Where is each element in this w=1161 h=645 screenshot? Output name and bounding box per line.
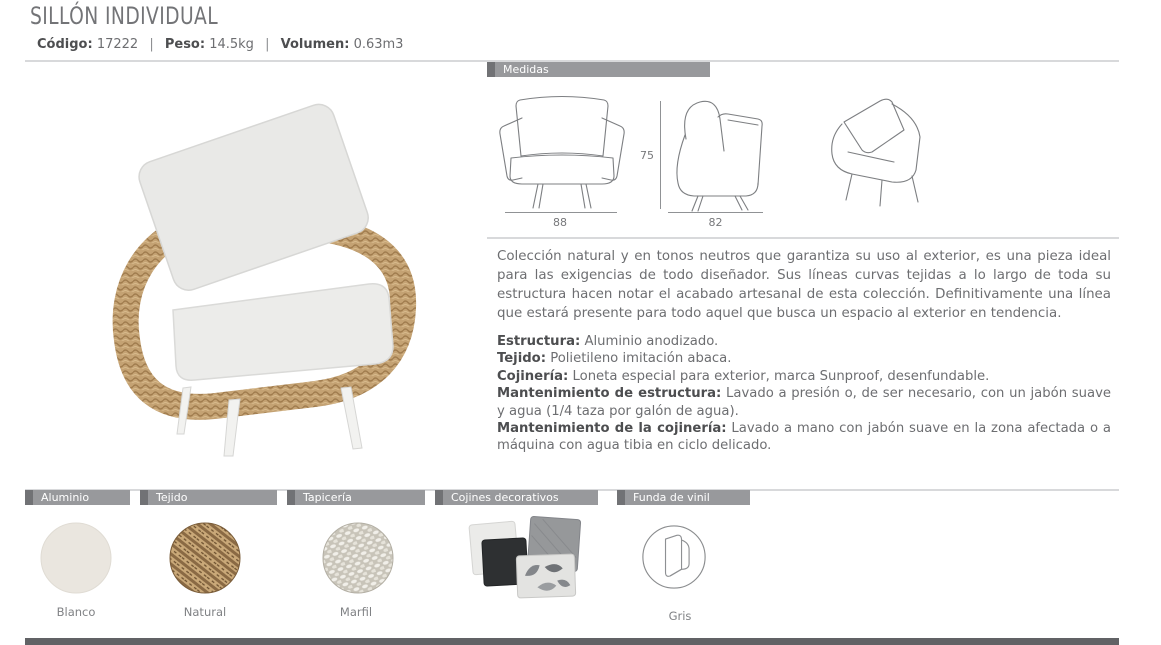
spec-value: Loneta especial para exterior, marca Sunproof, desenfundable. bbox=[572, 368, 990, 384]
blanco-swatch-label: Blanco bbox=[56, 605, 96, 619]
marfil-swatch-label: Marfil bbox=[339, 605, 373, 619]
natural-swatch-label: Natural bbox=[183, 605, 227, 619]
spec-row bbox=[497, 420, 1111, 455]
peso-label: Peso: bbox=[164, 37, 206, 52]
meta-separator: | bbox=[149, 37, 154, 52]
finish-section-aluminio bbox=[25, 490, 130, 505]
spec-label: Estructura: bbox=[497, 334, 581, 349]
height-dimension-line bbox=[660, 101, 661, 209]
section-header-square bbox=[287, 490, 295, 505]
spec-label: Tejido: bbox=[497, 351, 547, 367]
tejido-header-label: Tejido bbox=[148, 490, 277, 505]
side-depth-dimension-line bbox=[668, 212, 763, 213]
spec-value: Aluminio anodizado. bbox=[584, 334, 719, 349]
spec-value: Polietileno imitación abaca. bbox=[550, 351, 732, 367]
side-depth-value: 82 bbox=[708, 216, 723, 229]
medidas-section-header bbox=[487, 62, 710, 77]
meta-separator: | bbox=[265, 37, 270, 52]
peso-value: 14.5kg bbox=[209, 37, 254, 52]
spec-row bbox=[497, 350, 1111, 367]
gris-swatch-label: Gris bbox=[668, 609, 692, 623]
chair-side-view-drawing bbox=[670, 95, 770, 213]
finish-section-cojines bbox=[435, 490, 598, 505]
finish-section-tejido bbox=[140, 490, 277, 505]
blanco-color-swatch bbox=[40, 522, 112, 594]
spec-row bbox=[497, 333, 1111, 350]
product-specs bbox=[497, 333, 1111, 455]
height-value: 75 bbox=[640, 149, 654, 162]
section-header-square bbox=[25, 490, 33, 505]
product-description: Colección natural y en tonos neutros que garantiza su uso al exterior, es una pieza ideal para las exigencias de todo diseñador. Sus líneas curvas tejidas a lo largo de toda su estructura hacen notar el acabado artesanal de esta colección. Definitivamente una línea que estará presente para todo aquel que busca un espacio al exterior en tendencia. bbox=[497, 249, 1111, 321]
spec-label: Mantenimiento de estructura: bbox=[497, 386, 722, 402]
aluminio-header-label: Aluminio bbox=[33, 490, 130, 505]
natural-wicker-swatch bbox=[169, 522, 241, 594]
spec-label: Cojinería: bbox=[497, 368, 569, 384]
product-photo-wicker-armchair bbox=[83, 82, 453, 462]
codigo-label: Código: bbox=[37, 37, 93, 52]
volumen-label: Volumen: bbox=[280, 37, 350, 52]
marfil-fabric-swatch bbox=[322, 522, 394, 594]
section-header-square bbox=[140, 490, 148, 505]
front-width-dimension-line bbox=[505, 212, 617, 213]
finish-section-tapiceria bbox=[287, 490, 425, 505]
chair-front-view-drawing bbox=[498, 90, 626, 212]
spec-row bbox=[497, 385, 1111, 420]
vinyl-cover-drawing bbox=[641, 524, 707, 590]
tapiceria-header-label: Tapicería bbox=[295, 490, 425, 505]
spec-row bbox=[497, 368, 1111, 385]
bottom-footer-bar bbox=[25, 638, 1119, 645]
section-header-square bbox=[487, 62, 495, 77]
chair-perspective-view-drawing bbox=[822, 92, 930, 214]
spec-label: Mantenimiento de la cojinería: bbox=[497, 421, 727, 437]
description-divider bbox=[487, 237, 1119, 239]
cojines-header-label: Cojines decorativos bbox=[443, 490, 598, 505]
section-header-square bbox=[435, 490, 443, 505]
funda-header-label: Funda de vinil bbox=[625, 490, 750, 505]
finish-section-funda bbox=[617, 490, 750, 505]
product-meta-line bbox=[37, 37, 403, 52]
medidas-header-label: Medidas bbox=[495, 62, 710, 77]
volumen-value: 0.63m3 bbox=[353, 37, 404, 52]
page-title: SILLÓN INDIVIDUAL bbox=[30, 2, 219, 30]
decorative-pillows-photo bbox=[467, 515, 585, 599]
spec-value: Lavado a presión o, de ser necesario, con un jabón suave y agua (1/4 taza por galón de agua). bbox=[497, 386, 1111, 419]
front-width-value: 88 bbox=[553, 216, 567, 229]
section-header-square bbox=[617, 490, 625, 505]
codigo-value: 17222 bbox=[96, 37, 139, 52]
spec-value: Lavado a mano con jabón suave en la zona afectada o a máquina con agua tibia en ciclo delicado. bbox=[497, 421, 1111, 454]
